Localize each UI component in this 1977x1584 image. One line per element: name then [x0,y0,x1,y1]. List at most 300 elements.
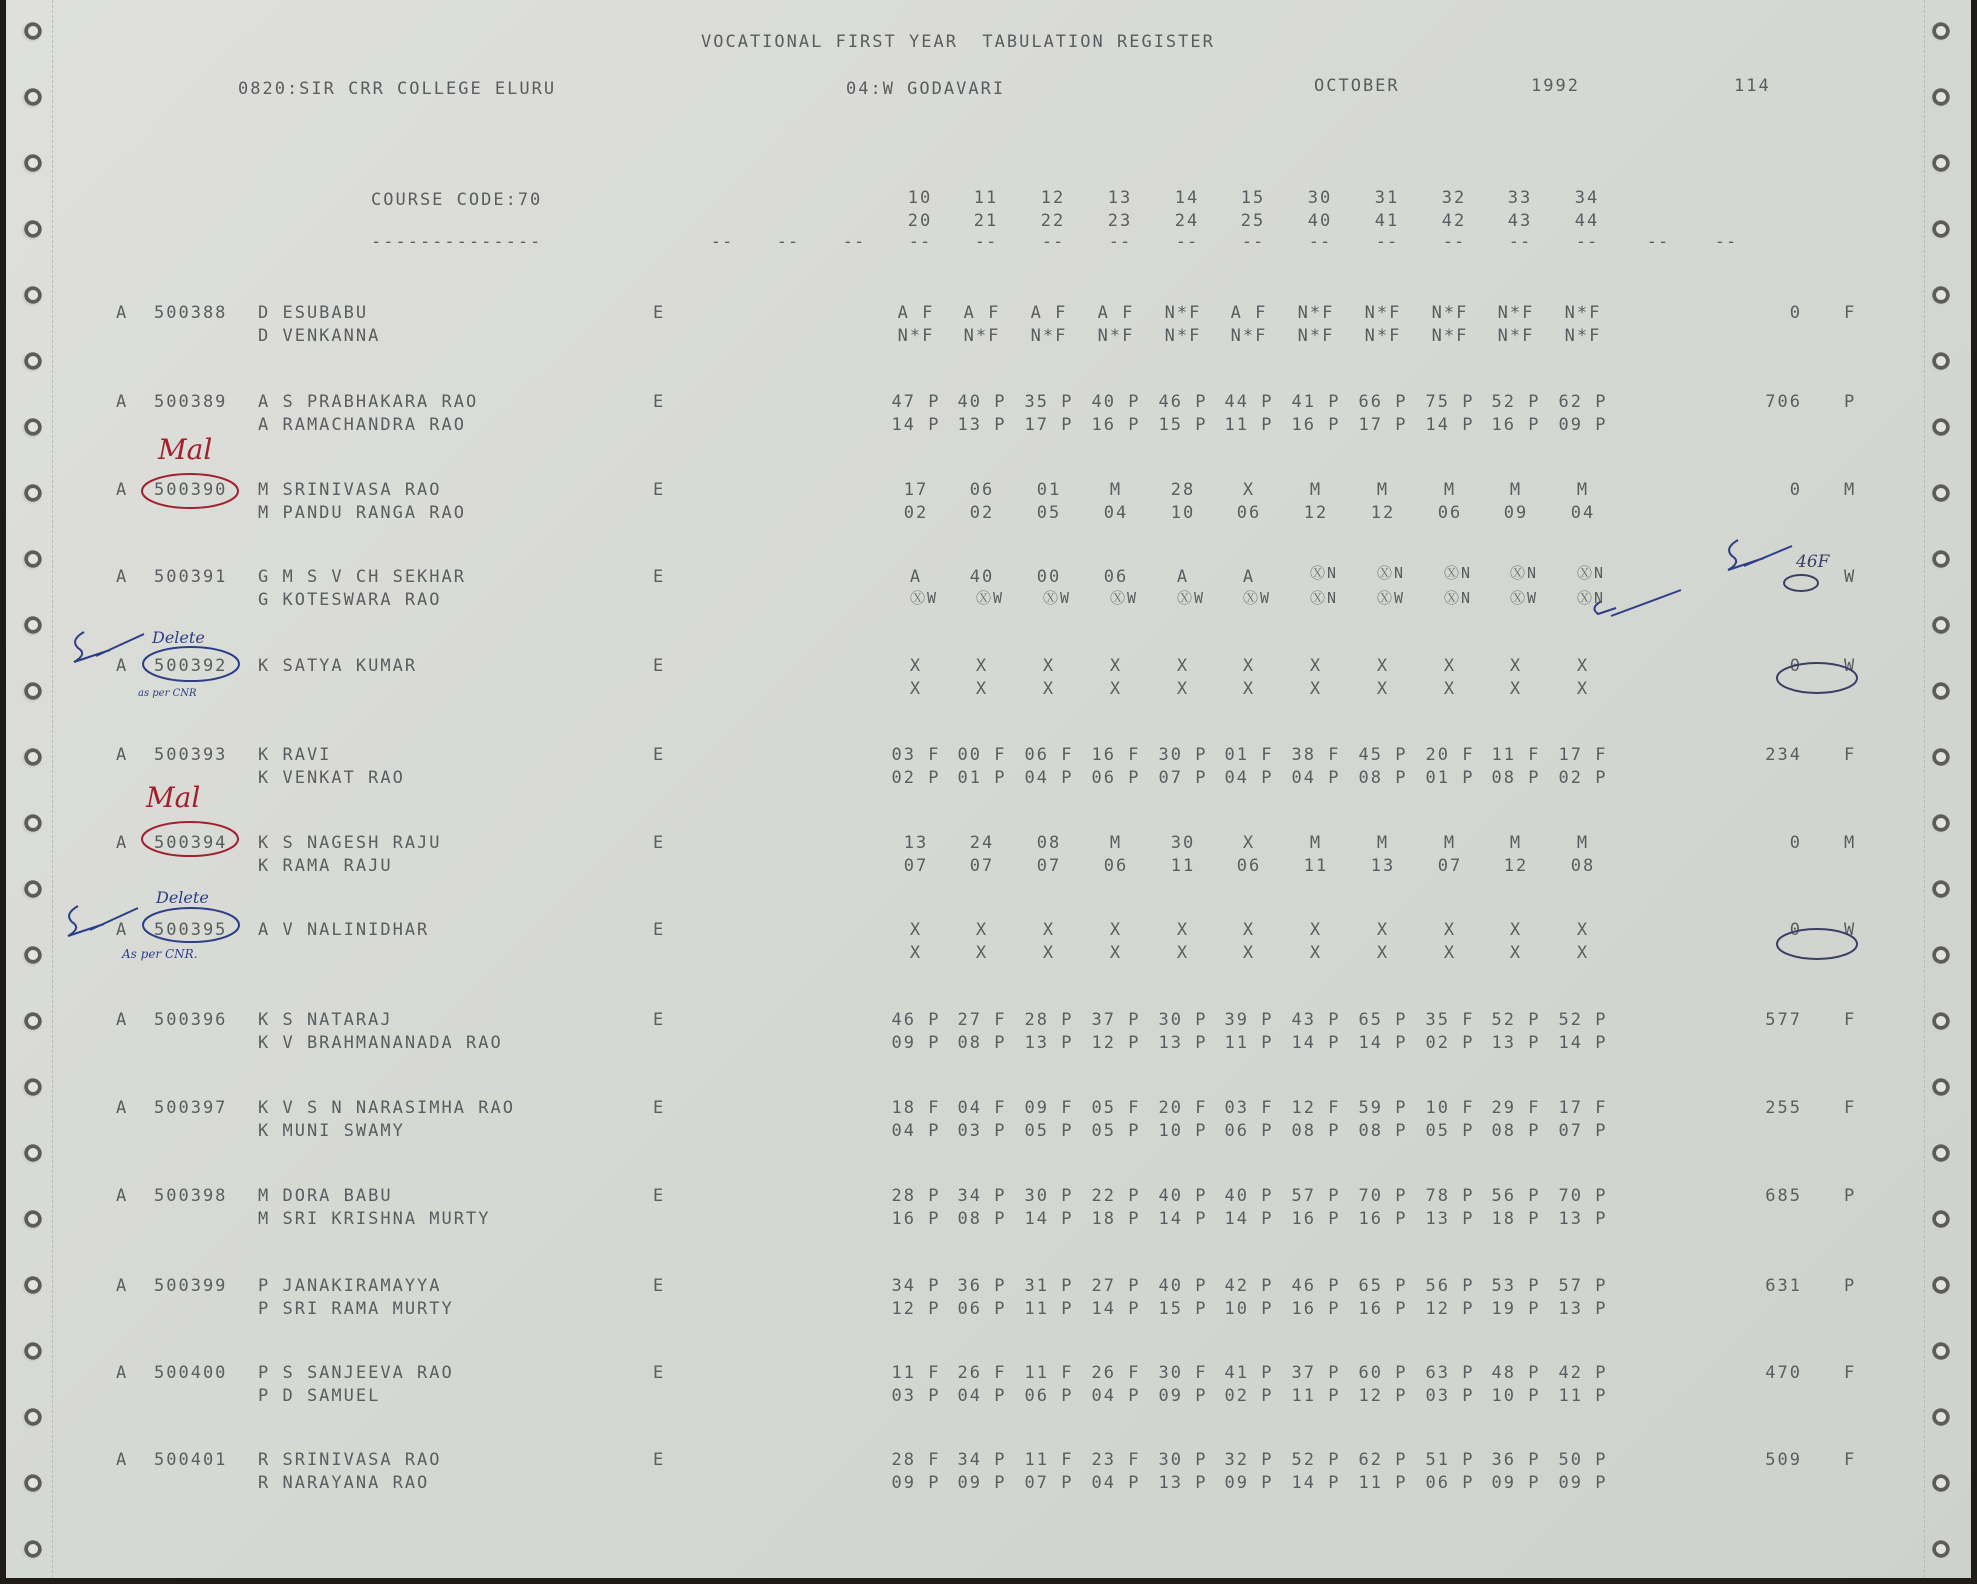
marks-part-1: N*F [1431,303,1469,323]
marks-part-1: 30 P [1158,1010,1208,1030]
marks-part-1: 43 P [1291,1010,1341,1030]
marks-part-1: 34 P [891,1276,941,1296]
marks-part-2: N*F [1030,326,1068,346]
roll-number: 500400 [154,1363,228,1383]
marks-part-2: X [1042,943,1056,963]
marks-part-1: X [1309,656,1323,676]
marks-part-2: 09 P [1558,415,1608,435]
column-divider: -- [1041,232,1065,252]
candidate-name: M SRINIVASA RAO [258,480,442,500]
total-marks: 577 [1765,1010,1802,1030]
marks-part-2: N*F [897,326,935,346]
marks-part-1: 56 P [1491,1186,1541,1206]
column-divider: -- [1175,232,1199,252]
marks-part-1: 16 F [1091,745,1141,765]
marks-part-1: 09 F [1024,1098,1074,1118]
marks-part-1: 50 P [1558,1450,1608,1470]
candidate-name: K V S N NARASIMHA RAO [258,1098,515,1118]
tabulation-register-page [6,0,1971,1578]
marks-part-2: 15 P [1158,1299,1208,1319]
marks-part-1: A [1242,567,1256,587]
candidate-name: P JANAKIRAMAYYA [258,1276,442,1296]
father-name: K V BRAHMANANADA RAO [258,1033,503,1053]
marks-part-1: 17 F [1558,745,1608,765]
marks-part-2: 09 P [1558,1473,1608,1493]
group-code: A [116,745,129,765]
roll-number: 500392 [154,656,228,676]
delete-note-1: Delete [152,628,205,647]
column-divider: -- [1241,232,1265,252]
marks-part-2: 02 [903,503,929,523]
marks-part-1: 59 P [1358,1098,1408,1118]
group-code: A [116,1186,129,1206]
group-code: A [116,1450,129,1470]
total-marks: 0 [1789,656,1802,676]
marks-part-1: 20 F [1158,1098,1208,1118]
medium-code: E [653,656,666,676]
marks-part-2: 07 [1036,856,1062,876]
marks-part-2: 07 P [1558,1121,1608,1141]
marks-part-1: 18 F [891,1098,941,1118]
marks-part-1: A F [1230,303,1268,323]
marks-part-1: 41 P [1291,392,1341,412]
marks-part-2: 13 P [957,415,1007,435]
medium-code: E [653,1276,666,1296]
marks-part-1: 56 P [1425,1276,1475,1296]
marks-part-2: 10 [1170,503,1196,523]
result-code: F [1844,1363,1857,1383]
subject-code-bottom: 40 [1307,211,1333,231]
marks-part-1: 06 [1103,567,1129,587]
marks-part-2: 12 P [891,1299,941,1319]
marks-part-1: N*F [1364,303,1402,323]
marks-part-1: 08 [1036,833,1062,853]
total-marks: 685 [1765,1186,1802,1206]
marks-part-2: 13 P [1158,1473,1208,1493]
marks-part-2: 14 P [1558,1033,1608,1053]
register-title: VOCATIONAL FIRST YEAR TABULATION REGISTER [701,32,1215,52]
signature-mark-4 [1594,590,1681,616]
father-name: K MUNI SWAMY [258,1121,405,1141]
marks-part-1: M [1443,480,1457,500]
marks-part-1: 30 P [1158,745,1208,765]
marks-part-2: X [1176,679,1190,699]
circled-absent-mark: ⓍW [1176,589,1206,607]
marks-part-1: 29 F [1491,1098,1541,1118]
marks-part-2: X [1109,943,1123,963]
marks-part-2: 16 P [1491,415,1541,435]
marks-part-2: 14 P [1425,415,1475,435]
subject-code-top: 33 [1507,188,1533,208]
marks-part-2: N*F [1564,326,1602,346]
marks-part-2: 05 P [1024,1121,1074,1141]
marks-part-2: N*F [1297,326,1335,346]
marks-part-2: 06 [1437,503,1463,523]
group-code: A [116,1276,129,1296]
marks-part-2: 17 P [1024,415,1074,435]
father-name: M SRI KRISHNA MURTY [258,1209,491,1229]
circled-absent-mark: ⓍW [1109,589,1139,607]
candidate-name: M DORA BABU [258,1186,393,1206]
roll-circle-500390 [142,474,238,508]
roll-number: 500391 [154,567,228,587]
marks-part-1: 37 P [1291,1363,1341,1383]
marks-part-2: 09 P [891,1473,941,1493]
marks-part-1: 70 P [1558,1186,1608,1206]
marks-part-2: 03 P [1425,1386,1475,1406]
marks-part-1: M [1309,480,1323,500]
father-name: G KOTESWARA RAO [258,590,442,610]
marks-part-1: N*F [1497,303,1535,323]
marks-part-1: 34 P [957,1450,1007,1470]
roll-number: 500398 [154,1186,228,1206]
marks-part-1: 20 F [1425,745,1475,765]
marks-part-1: 10 F [1425,1098,1475,1118]
total-marks: 631 [1765,1276,1802,1296]
marks-part-1: X [1176,920,1190,940]
subject-code-top: 30 [1307,188,1333,208]
marks-part-2: 08 P [1358,1121,1408,1141]
marks-part-2: N*F [1230,326,1268,346]
marks-part-1: 00 F [957,745,1007,765]
father-name: P D SAMUEL [258,1386,381,1406]
marks-part-2: 04 [1570,503,1596,523]
marks-part-2: 09 P [1158,1386,1208,1406]
marks-part-2: 10 P [1158,1121,1208,1141]
father-name: A RAMACHANDRA RAO [258,415,466,435]
marks-part-2: 18 P [1091,1209,1141,1229]
marks-part-1: X [909,920,923,940]
column-divider: -- [1714,232,1738,252]
subject-code-top: 12 [1040,188,1066,208]
marks-part-2: 08 [1570,856,1596,876]
marks-part-2: 03 P [957,1121,1007,1141]
marks-part-2: X [975,679,989,699]
marks-part-2: N*F [963,326,1001,346]
marks-part-1: X [1042,920,1056,940]
marks-part-1: X [1242,480,1256,500]
marks-part-1: A F [1030,303,1068,323]
subject-code-top: 14 [1174,188,1200,208]
marks-part-2: X [1576,943,1590,963]
marks-part-1: X [1376,656,1390,676]
district-name: 04:W GODAVARI [846,79,1006,99]
candidate-name: D ESUBABU [258,303,369,323]
marks-part-2: 07 P [1024,1473,1074,1493]
marks-part-2: X [1509,679,1523,699]
marks-part-2: 10 P [1224,1299,1274,1319]
marks-part-1: A [909,567,923,587]
roll-number: 500389 [154,392,228,412]
marks-part-2: X [909,943,923,963]
group-code: A [116,567,129,587]
medium-code: E [653,567,666,587]
college-name: 0820:SIR CRR COLLEGE ELURU [238,79,557,99]
marks-part-1: 40 P [1158,1276,1208,1296]
father-name: K VENKAT RAO [258,768,405,788]
marks-part-1: 48 P [1491,1363,1541,1383]
group-code: A [116,1363,129,1383]
marks-part-1: M [1376,833,1390,853]
marks-part-1: X [1576,656,1590,676]
marks-part-1: 36 P [957,1276,1007,1296]
marks-part-2: 12 P [1091,1033,1141,1053]
marks-part-2: X [1443,943,1457,963]
marks-part-1: A F [1097,303,1135,323]
subject-code-bottom: 42 [1441,211,1467,231]
marks-part-2: X [1309,679,1323,699]
marks-part-2: N*F [1097,326,1135,346]
group-code: A [116,303,129,323]
marks-part-2: 09 [1503,503,1529,523]
medium-code: E [653,920,666,940]
subject-code-top: 13 [1107,188,1133,208]
page-number: 114 [1734,76,1771,96]
circled-absent-mark: ⓍN [1376,564,1406,582]
subject-code-top: 15 [1240,188,1266,208]
circled-absent-mark: ⓍW [1242,589,1272,607]
marks-part-1: 24 [969,833,995,853]
result-code: M [1844,833,1857,853]
marks-part-2: 13 P [1158,1033,1208,1053]
result-code: W [1844,920,1857,940]
column-divider: -- [1308,232,1332,252]
marks-part-2: 08 P [957,1033,1007,1053]
candidate-name: A V NALINIDHAR [258,920,430,940]
marks-part-2: 06 [1236,503,1262,523]
marks-part-1: 06 F [1024,745,1074,765]
marks-part-2: 13 P [1425,1209,1475,1229]
marks-part-1: M [1309,833,1323,853]
marks-part-1: 63 P [1425,1363,1475,1383]
marks-part-2: 08 P [1358,768,1408,788]
marks-part-2: 04 P [891,1121,941,1141]
circled-absent-mark: ⓍN [1443,589,1473,607]
marks-part-1: 62 P [1558,392,1608,412]
exam-year: 1992 [1531,76,1580,96]
marks-part-1: 11 F [1024,1363,1074,1383]
marks-part-1: 57 P [1291,1186,1341,1206]
marks-part-1: 00 [1036,567,1062,587]
marks-part-2: 06 P [957,1299,1007,1319]
marks-part-1: 51 P [1425,1450,1475,1470]
medium-code: E [653,1098,666,1118]
marks-part-1: 11 F [1024,1450,1074,1470]
signature-mark-3 [1728,540,1792,570]
subject-code-bottom: 21 [973,211,999,231]
marks-part-1: 11 F [891,1363,941,1383]
marks-part-1: 26 F [957,1363,1007,1383]
marks-part-1: 52 P [1291,1450,1341,1470]
marks-part-1: X [975,920,989,940]
marks-part-1: M [1576,480,1590,500]
marks-part-2: 11 [1170,856,1196,876]
result-circle-500392 [1777,663,1857,693]
marks-part-2: X [975,943,989,963]
marks-part-1: A F [897,303,935,323]
circled-absent-mark: ⓍW [1376,589,1406,607]
marks-part-1: 28 P [891,1186,941,1206]
roll-circle-500394 [142,822,238,856]
marks-part-2: X [1443,679,1457,699]
marks-part-2: 10 P [1491,1386,1541,1406]
marks-part-2: X [1509,943,1523,963]
marks-part-2: 11 [1303,856,1329,876]
column-divider: -- [1108,232,1132,252]
marks-part-2: 02 P [1425,1033,1475,1053]
circled-absent-mark: ⓍN [1309,589,1339,607]
marks-part-2: 12 P [1358,1386,1408,1406]
delete-note-2-reason: As per CNR. [122,947,198,961]
marks-part-2: 08 P [1491,1121,1541,1141]
delete-note-1-reason: as per CNR [138,688,197,699]
result-code: P [1844,1276,1857,1296]
subject-code-bottom: 23 [1107,211,1133,231]
marks-part-1: N*F [1564,303,1602,323]
marks-part-2: 03 P [891,1386,941,1406]
marks-part-2: 07 [1437,856,1463,876]
group-code: A [116,1010,129,1030]
marks-part-2: 04 P [1091,1386,1141,1406]
marks-part-1: 38 F [1291,745,1341,765]
medium-code: E [653,1010,666,1030]
marks-part-1: X [1109,656,1123,676]
marks-part-1: X [1042,656,1056,676]
subject-code-top: 11 [973,188,999,208]
marks-part-2: 07 [969,856,995,876]
delete-note-2: Delete [156,888,209,907]
marks-part-1: 03 F [1224,1098,1274,1118]
marks-part-1: 47 P [891,392,941,412]
marks-part-2: 06 [1103,856,1129,876]
marks-part-2: 08 P [1291,1121,1341,1141]
marks-part-1: 32 P [1224,1450,1274,1470]
marks-part-1: 30 F [1158,1363,1208,1383]
marks-part-1: 60 P [1358,1363,1408,1383]
marks-part-1: 17 [903,480,929,500]
group-code: A [116,656,129,676]
marks-part-2: 16 P [1358,1209,1408,1229]
marks-part-2: 06 [1236,856,1262,876]
column-divider: -- [776,232,800,252]
result-code: W [1844,567,1857,587]
exam-month: OCTOBER [1314,76,1400,96]
circled-absent-mark: ⓍW [1042,589,1072,607]
marks-part-2: N*F [1364,326,1402,346]
signature-mark-1 [74,632,144,662]
medium-code: E [653,745,666,765]
column-divider: -- [1508,232,1532,252]
column-divider: -- [1442,232,1466,252]
marks-part-1: 40 P [1158,1186,1208,1206]
marks-part-1: 57 P [1558,1276,1608,1296]
signature-mark-2 [68,906,138,936]
candidate-name: G M S V CH SEKHAR [258,567,466,587]
medium-code: E [653,392,666,412]
marks-part-1: 22 P [1091,1186,1141,1206]
circled-absent-mark: ⓍN [1576,564,1606,582]
marks-part-2: 13 P [1491,1033,1541,1053]
marks-part-1: X [1376,920,1390,940]
marks-part-1: M [1576,833,1590,853]
marks-part-1: 40 P [1091,392,1141,412]
marks-part-2: X [1576,679,1590,699]
father-name: P SRI RAMA MURTY [258,1299,454,1319]
handwritten-annotations [6,0,1971,1578]
marks-part-2: 16 P [1291,1209,1341,1229]
mal-note-1: Mal [158,433,213,466]
subject-code-bottom: 20 [907,211,933,231]
marks-part-2: 11 P [1224,415,1274,435]
subject-code-bottom: 22 [1040,211,1066,231]
marks-part-1: M [1109,480,1123,500]
medium-code: E [653,833,666,853]
marks-part-1: 28 P [1024,1010,1074,1030]
mal-note-2: Mal [146,781,201,814]
marks-part-2: 06 P [1024,1386,1074,1406]
marks-part-1: X [1443,656,1457,676]
marks-part-1: 35 P [1024,392,1074,412]
marks-part-1: 04 F [957,1098,1007,1118]
marks-part-2: 12 [1503,856,1529,876]
candidate-name: P S SANJEEVA RAO [258,1363,454,1383]
marks-part-2: 08 P [1491,768,1541,788]
marks-part-2: 04 P [1024,768,1074,788]
marks-part-2: 07 P [1158,768,1208,788]
marks-part-1: 45 P [1358,745,1408,765]
marks-part-2: 14 P [891,415,941,435]
marks-part-2: X [1376,679,1390,699]
result-code: M [1844,480,1857,500]
marks-part-2: 15 P [1158,415,1208,435]
marks-part-1: 12 F [1291,1098,1341,1118]
marks-part-1: 37 P [1091,1010,1141,1030]
subject-code-bottom: 25 [1240,211,1266,231]
marks-part-1: 62 P [1358,1450,1408,1470]
marks-part-1: 36 P [1491,1450,1541,1470]
marks-part-1: 01 [1036,480,1062,500]
marks-part-2: X [1242,943,1256,963]
marks-part-1: 06 [969,480,995,500]
marks-part-2: 04 P [957,1386,1007,1406]
marks-part-1: 41 P [1224,1363,1274,1383]
marks-part-2: 07 [903,856,929,876]
marks-part-1: 03 F [891,745,941,765]
candidate-name: A S PRABHAKARA RAO [258,392,479,412]
marks-part-1: A [1176,567,1190,587]
subject-code-top: 31 [1374,188,1400,208]
marks-part-2: X [1042,679,1056,699]
marks-part-2: 14 P [1291,1473,1341,1493]
group-code: A [116,833,129,853]
marks-part-1: X [1509,656,1523,676]
medium-code: E [653,1363,666,1383]
marks-part-2: 11 P [1291,1386,1341,1406]
roll-number: 500395 [154,920,228,940]
marks-part-2: 01 P [957,768,1007,788]
marks-part-1: 66 P [1358,392,1408,412]
marks-part-1: 65 P [1358,1276,1408,1296]
marks-part-1: 26 F [1091,1363,1141,1383]
candidate-name: K RAVI [258,745,332,765]
marks-part-1: 46 P [1291,1276,1341,1296]
marks-part-2: 02 P [891,768,941,788]
circled-absent-mark: ⓍN [1509,564,1539,582]
marks-part-1: X [909,656,923,676]
marks-part-1: 27 P [1091,1276,1141,1296]
roll-number: 500399 [154,1276,228,1296]
marks-part-2: X [1376,943,1390,963]
